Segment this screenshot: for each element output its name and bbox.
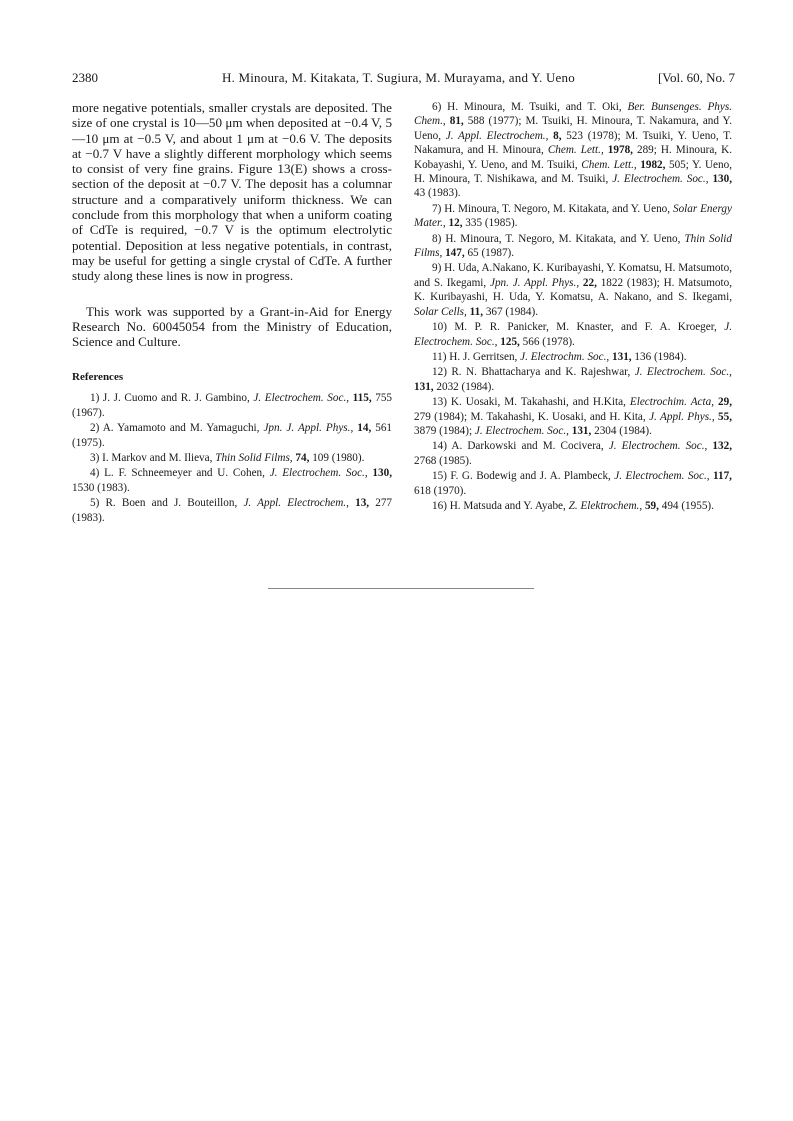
reference-item — [414, 499, 732, 513]
body-paragraph: more negative potentials, smaller crystals are deposited. The size of one crystal is 10—50 μm when deposited at −0.4 V, 5—10 μm at −0.5 V, and about 1 μm at −0.6 V. The deposits at −0.7 V have a slightly different morphology which seems to consist of very fine grains. Figure 13(E) shows a cross-section of the deposit at −0.7 V. The deposit has a columnar structure and a comparatively uniform thickness. We can conclude from this morphology that when a uniform coating of CdTe is required, −0.7 V is the optimum electrolytic potential. Deposition at less negative potentials, in contrast, may be useful for getting a single crystal of CdTe. A further study along these lines is now in progress. — [72, 100, 392, 284]
reference-authors: 7) H. Minoura, T. Negoro, M. Kitakata, and Y. Ueno, — [432, 202, 673, 215]
reference-item — [72, 391, 392, 420]
reference-detail: 367 (1984). — [483, 305, 539, 318]
end-rule — [268, 588, 534, 589]
reference-item — [414, 320, 732, 349]
reference-detail: 289; H. Minoura, K. Kobayashi, Y. Ueno, and M. Tsuiki, — [414, 144, 733, 171]
references-list-left — [72, 391, 392, 525]
reference-journal: Z. Elektrochem., — [568, 499, 643, 512]
volume-label: [Vol. 60, No. 7 — [657, 70, 735, 85]
page-number: 2380 — [72, 70, 98, 85]
reference-item — [72, 421, 392, 450]
reference-item — [72, 466, 392, 495]
reference-volume: 132, — [712, 440, 732, 453]
reference-authors: 15) F. G. Bodewig and J. A. Plambeck, — [432, 470, 615, 483]
reference-authors: 12) R. N. Bhattacharya and K. Rajeshwar, — [432, 366, 635, 379]
reference-detail: 3879 (1984); — [414, 424, 475, 437]
reference-detail: 279 (1984); M. Takahashi, K. Uosaki, and H. Kita, — [414, 410, 650, 423]
reference-journal: J. Electrochem. Soc., — [634, 366, 732, 379]
reference-detail: 277 (1983). — [72, 497, 393, 524]
reference-journal: Jpn. J. Appl. Phys., — [489, 276, 580, 289]
reference-detail: 109 (1980). — [309, 452, 365, 465]
reference-detail: 136 (1984). — [631, 350, 687, 363]
reference-volume: 11, — [469, 305, 484, 318]
reference-detail: 505; Y. Ueno, H. Minoura, T. Nishikawa, and M. Tsuiki, — [414, 158, 733, 186]
reference-item — [72, 451, 392, 465]
reference-detail: 523 (1978); M. Tsuiki, Y. Ueno, T. Nakamura, and H. Minoura, — [414, 129, 733, 157]
reference-volume: 74, — [295, 452, 310, 465]
reference-volume: 29, — [718, 396, 733, 409]
reference-item — [414, 100, 732, 201]
reference-detail: 2768 (1985). — [414, 454, 472, 467]
reference-item — [414, 261, 732, 319]
reference-volume: 12, — [448, 217, 463, 230]
reference-detail: 1530 (1983). — [72, 481, 130, 494]
reference-authors: 4) L. F. Schneemeyer and U. Cohen, — [90, 467, 270, 480]
reference-journal: J. Electrochm. Soc., — [520, 350, 610, 363]
reference-volume: 81, — [449, 115, 464, 128]
reference-volume: 125, — [500, 335, 520, 348]
reference-authors: 16) H. Matsuda and Y. Ayabe, — [432, 499, 569, 512]
reference-detail: 494 (1955). — [658, 499, 714, 512]
reference-journal: Chem. Lett., — [581, 158, 637, 171]
reference-volume: 59, — [644, 499, 659, 512]
reference-item — [414, 350, 732, 364]
reference-journal: Solar Cells, — [414, 305, 467, 318]
references-heading: References — [72, 371, 124, 384]
reference-detail: 2032 (1984). — [433, 380, 495, 393]
reference-item — [414, 469, 732, 498]
reference-journal: Ber. Bunsenges. Phys. Chem., — [414, 101, 732, 128]
reference-volume: 117, — [713, 470, 732, 483]
reference-journal: J. Appl. Phys., — [649, 410, 715, 423]
reference-journal: J. Electrochem. Soc., — [612, 173, 709, 186]
reference-volume: 55, — [718, 410, 733, 423]
reference-authors: 2) A. Yamamoto and M. Yamaguchi, — [90, 422, 264, 435]
reference-detail: 755 (1967). — [72, 392, 393, 419]
acknowledgement: This work was supported by a Grant-in-Aid for Energy Research No. 60045054 from the Ministry of Education, Science and Culture. — [72, 303, 392, 350]
reference-journal: Thin Solid Films, — [414, 232, 733, 260]
reference-authors: 11) H. J. Gerritsen, — [432, 350, 521, 363]
reference-journal: J. Appl. Electrochem., — [445, 129, 549, 142]
reference-detail: 566 (1978). — [519, 335, 575, 348]
reference-item — [414, 439, 732, 468]
reference-detail: 561 (1975). — [72, 422, 393, 449]
references-list-right — [414, 100, 732, 513]
reference-authors: 6) H. Minoura, M. Tsuiki, and T. Oki, — [432, 101, 628, 113]
reference-item — [414, 232, 732, 261]
reference-journal: J. Electrochem. Soc., — [269, 467, 368, 480]
reference-authors: 5) R. Boen and J. Bouteillon, — [90, 497, 244, 510]
reference-detail: 335 (1985). — [462, 217, 518, 230]
reference-detail: 43 (1983). — [414, 187, 461, 200]
reference-authors: 13) K. Uosaki, M. Takahashi, and H.Kita, — [432, 396, 630, 409]
reference-detail: 588 (1977); M. Tsuiki, H. Minoura, T. Nakamura, and Y. Ueno, — [414, 115, 732, 142]
reference-volume: 130, — [712, 173, 733, 186]
reference-volume: 131, — [414, 380, 434, 393]
reference-volume: 14, — [357, 422, 372, 435]
reference-journal: Solar Energy Mater., — [414, 202, 732, 230]
reference-volume: 13, — [355, 497, 370, 510]
reference-detail: 1822 (1983); H. Matsumoto, K. Kuribayashi, H. Uda, Y. Komatsu, A. Nakano, and S. Ikegami, — [414, 276, 733, 304]
reference-item — [72, 496, 392, 525]
reference-volume: 22, — [582, 276, 597, 289]
reference-item — [414, 365, 732, 394]
reference-journal: Thin Solid Films, — [215, 452, 293, 465]
reference-journal: J. Electrochem. Soc., — [414, 321, 732, 348]
left-column — [72, 100, 392, 526]
reference-journal: J. Appl. Electrochem., — [243, 497, 349, 510]
reference-volume: 8, — [553, 129, 562, 142]
reference-volume: 147, — [445, 247, 465, 260]
reference-authors: 10) M. P. R. Panicker, M. Knaster, and F. A. Kroeger, — [432, 321, 725, 334]
reference-detail: 65 (1987). — [464, 247, 515, 260]
reference-volume: 115, — [352, 392, 372, 405]
running-authors: H. Minoura, M. Kitakata, T. Sugiura, M. Murayama, and Y. Ueno — [222, 70, 575, 85]
reference-volume: 1982, — [640, 158, 666, 171]
reference-volume: 131, — [612, 350, 632, 363]
reference-volume: 130, — [372, 467, 392, 480]
reference-item — [414, 395, 732, 438]
reference-authors: 9) H. Uda, A.Nakano, K. Kuribayashi, Y. Komatsu, H. Matsumoto, and S. Ikegami, — [414, 262, 732, 289]
reference-authors: 14) A. Darkowski and M. Cocivera, — [432, 440, 609, 453]
reference-journal: Electrochim. Acta, — [629, 396, 715, 409]
reference-item — [414, 202, 732, 231]
running-header — [72, 70, 735, 90]
reference-journal: J. Electrochem. Soc., — [608, 440, 708, 453]
reference-journal: J. Electrochem. Soc., — [474, 424, 569, 437]
reference-journal: J. Electrochem. Soc., — [253, 392, 350, 405]
reference-detail: 2304 (1984). — [591, 424, 652, 437]
reference-journal: Jpn. J. Appl. Phys., — [263, 422, 354, 435]
reference-volume: 1978, — [607, 144, 633, 157]
reference-volume: 131, — [571, 424, 592, 437]
reference-authors: 1) J. J. Cuomo and R. J. Gambino, — [90, 392, 254, 405]
reference-journal: J. Electrochem. Soc., — [614, 470, 710, 483]
reference-journal: Chem. Lett., — [547, 144, 604, 157]
reference-detail: 618 (1970). — [414, 484, 467, 497]
reference-authors: 8) H. Minoura, T. Negoro, M. Kitakata, and Y. Ueno, — [432, 232, 685, 245]
reference-authors: 3) I. Markov and M. Ilieva, — [90, 452, 216, 465]
right-column — [414, 100, 732, 514]
